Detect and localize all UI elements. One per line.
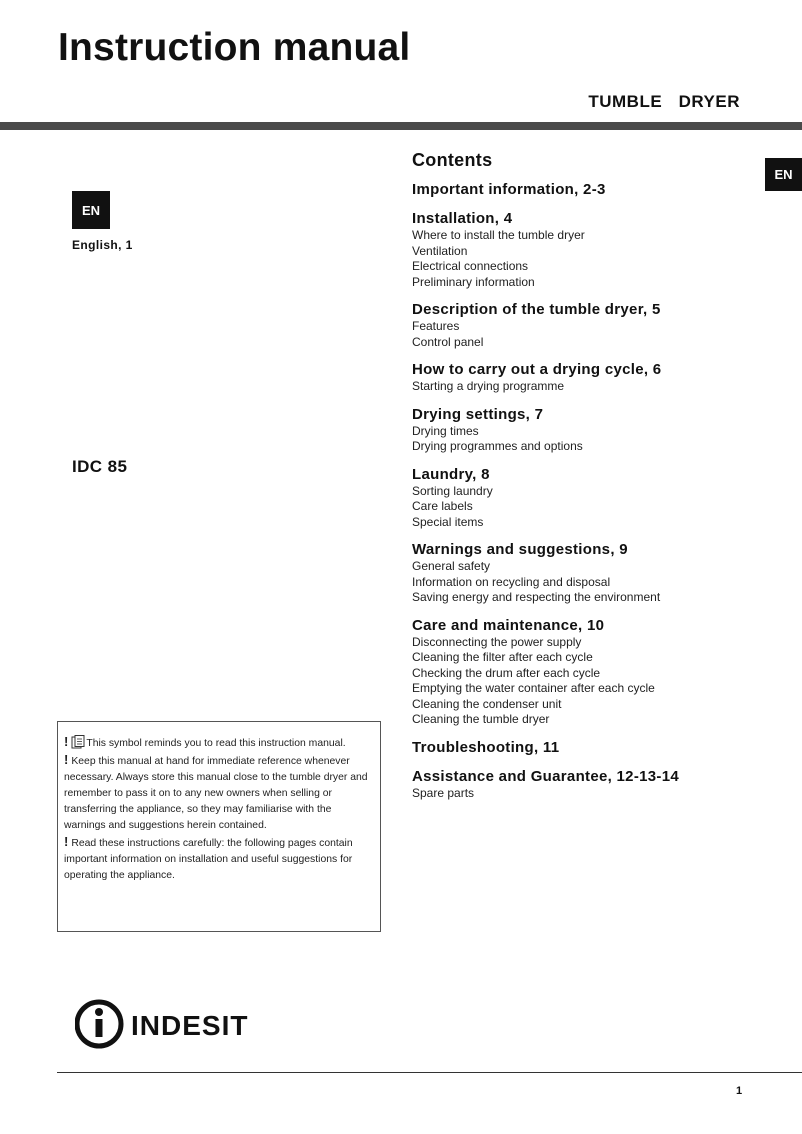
language-badge: EN xyxy=(72,191,110,229)
language-side-tab: EN xyxy=(765,158,802,191)
section-title: Description of the tumble dryer, 5 xyxy=(412,301,661,318)
section-subitem: Saving energy and respecting the environment xyxy=(412,590,661,604)
section-title: Installation, 4 xyxy=(412,210,513,227)
section-subitem: Cleaning the tumble dryer xyxy=(412,712,550,726)
section-title: Laundry, 8 xyxy=(412,465,490,483)
section-title: Warnings and suggestions, 9 xyxy=(412,541,628,558)
section-subitem: Features xyxy=(412,319,460,333)
section-subitem: Information on recycling and disposal xyxy=(412,574,611,589)
page-title: Instruction manual xyxy=(58,26,411,69)
book-icon xyxy=(71,735,85,749)
section-subitem: Preliminary information xyxy=(412,274,535,289)
contents-section xyxy=(412,739,772,757)
notice-paragraph xyxy=(64,834,372,884)
contents-section xyxy=(412,406,772,455)
section-subitem: Spare parts xyxy=(412,785,475,800)
contents-section xyxy=(412,617,772,728)
section-subitem: Sorting laundry xyxy=(412,483,493,498)
warning-icon: ! xyxy=(64,834,69,849)
section-subitem: Drying programmes and options xyxy=(412,439,583,453)
section-subitem: Cleaning the condenser unit xyxy=(412,696,562,711)
section-subitem: Cleaning the filter after each cycle xyxy=(412,650,593,664)
product-type: TUMBLE DRYER xyxy=(588,92,740,111)
contents-section xyxy=(412,181,772,199)
contents-section xyxy=(412,466,772,531)
warning-icon: ! xyxy=(64,734,69,749)
section-subitem: Ventilation xyxy=(412,243,468,258)
contents-section xyxy=(412,541,772,606)
section-subitem: Electrical connections xyxy=(412,259,529,273)
logo-wordmark: INDESIT xyxy=(131,1010,249,1041)
table-of-contents xyxy=(412,150,772,812)
section-title: Care and maintenance, 10 xyxy=(412,616,605,634)
notice-paragraph xyxy=(64,752,372,834)
indesit-logo-icon xyxy=(77,1002,121,1046)
section-subitem: Emptying the water container after each cycle xyxy=(412,681,655,695)
indesit-logo xyxy=(75,998,275,1050)
model-number: IDC 85 xyxy=(72,457,128,476)
section-subitem: Where to install the tumble dryer xyxy=(412,228,585,242)
section-subitem: Special items xyxy=(412,514,484,529)
header-divider xyxy=(0,122,802,130)
section-title: Troubleshooting, 11 xyxy=(412,738,560,756)
contents-section xyxy=(412,361,772,395)
contents-sections xyxy=(412,181,772,801)
notice-text-3: Read these instructions carefully: the following pages contain important information on installation and useful suggestions for operating the appliance. xyxy=(64,838,353,881)
language-label: English, 1 xyxy=(72,238,133,252)
section-subitem: Care labels xyxy=(412,499,473,513)
section-subitem: Starting a drying programme xyxy=(412,379,565,393)
notice-text-2: Keep this manual at hand for immediate reference whenever necessary. Always store this manual close to the tumble dryer and remember to pass it on to any new owners when selling or transferring the appliance, so they may familiarise with the warnings and suggestions herein contained. xyxy=(64,756,368,831)
section-subitem: General safety xyxy=(412,559,491,573)
section-subitem: Control panel xyxy=(412,334,484,349)
section-title: Important information, 2-3 xyxy=(412,181,606,198)
contents-section xyxy=(412,210,772,290)
contents-section xyxy=(412,768,772,802)
warning-icon: ! xyxy=(64,752,69,767)
section-subitem: Disconnecting the power supply xyxy=(412,634,582,649)
notice-paragraph xyxy=(64,734,372,752)
section-title: Drying settings, 7 xyxy=(412,405,544,423)
contents-title: Contents xyxy=(412,150,493,170)
page-number: 1 xyxy=(736,1085,743,1097)
footer-divider xyxy=(57,1072,802,1073)
section-title: Assistance and Guarantee, 12-13-14 xyxy=(412,767,679,785)
notice-text-1: This symbol reminds you to read this instruction manual. xyxy=(86,738,346,749)
contents-section xyxy=(412,301,772,350)
section-subitem: Drying times xyxy=(412,423,479,438)
section-title: How to carry out a drying cycle, 6 xyxy=(412,361,662,378)
notice-box xyxy=(57,721,381,932)
section-subitem: Checking the drum after each cycle xyxy=(412,665,601,680)
